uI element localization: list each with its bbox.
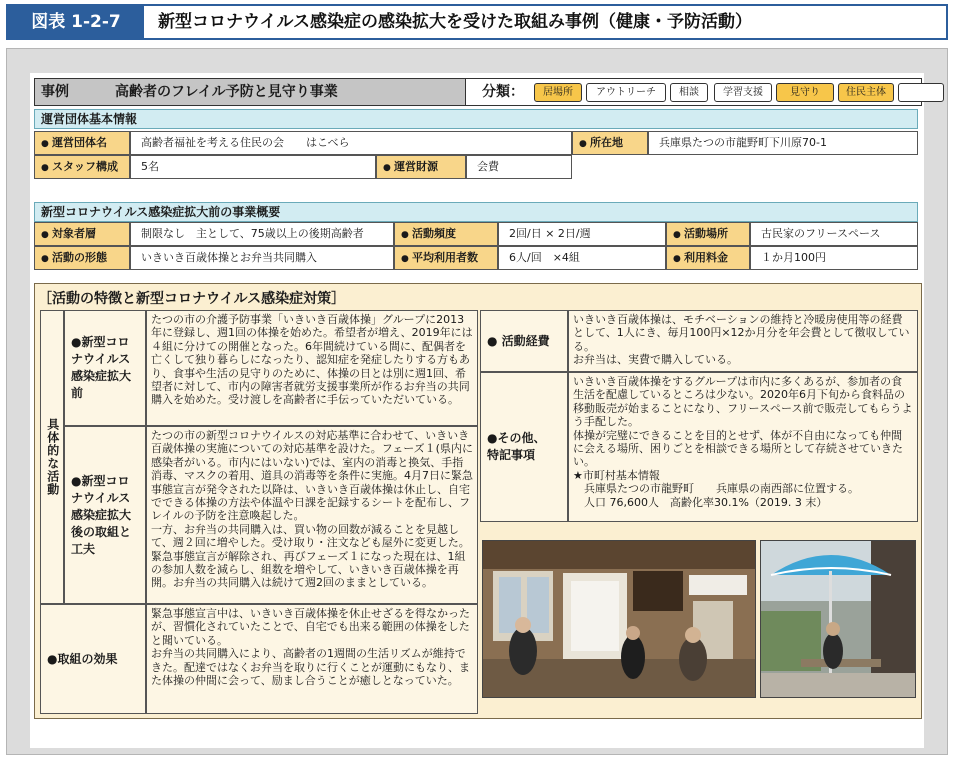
cost-text-body: いきいき百歳体操は、モチベーションの維持と冷暖房使用等の経費として、1人にき、毎月100円×12か月分を年会費として徴収している。 お弁当は、実費で購入している。 (573, 313, 910, 367)
fee-label: ● 利用料金 (666, 246, 750, 270)
category-box (466, 78, 922, 106)
target-value: 制限なし 主として、75歳以上の後期高齢者 (130, 222, 394, 246)
cost-label (480, 310, 568, 372)
activity-title: ［活動の特徴と新型コロナウイルス感染症対策］ (38, 291, 346, 307)
figure-label: 図表 1-2-7 (8, 6, 144, 38)
frequency-label: ● 活動頻度 (394, 222, 498, 246)
target-label: ● 対象者層 (34, 222, 130, 246)
other-label (480, 372, 568, 522)
before-label (64, 310, 146, 426)
cost-text (568, 310, 918, 372)
staff-value: 5名 (130, 155, 376, 179)
location-value: 兵庫県たつの市龍野町下川原70-1 (648, 131, 918, 155)
category-tag (898, 83, 944, 102)
category-label: 分類： (482, 84, 524, 100)
place-value: 古民家のフリースペース (750, 222, 918, 246)
case-name: 高齢者のフレイル予防と見守り事業 (115, 84, 338, 100)
org-section-title: 運営団体基本情報 (34, 109, 918, 129)
after-text-body: たつの市の新型コロナウイルスの対応基準に合わせて、いきいき百歳体操の実施についての対応基準を設けた。フェーズ１(県内に感染者がいる。市内にはいない)では、室内の消毒と換気、手指消毒、マスクの着用、道具の消毒等を条件に実施。4月7日に緊急事態宣言が発令された以降は、いきいき百歳体操は休止し、自宅でできる体操の方法や体温や日課を記録するシートを配布し、フレイルの予防を注意喚起した。 一方、お弁当の共同購入は、買い物の回数が減ることを見越して、週２回に増やした。受け取り・注文なども屋外に変更した。緊急事態宣言が解除され、再びフェーズ１になった現在は、1組の参加人数を減らし、組数を増やして、いきいき百歳体操を再開。お弁当の共同購入は続けて週2回のままとしている。 (151, 429, 473, 590)
avg-users-label: ● 平均利用者数 (394, 246, 498, 270)
outdoor-lunch-photo (760, 540, 916, 698)
category-tag: 居場所 (534, 83, 582, 102)
frequency-value: 2回/日 × 2日/週 (498, 222, 666, 246)
other-label-text: ●その他、 特記事項 (487, 431, 546, 462)
indoor-exercise-photo (482, 540, 756, 698)
staff-label: ● スタッフ構成 (34, 155, 130, 179)
other-text-body: いきいき百歳体操をするグループは市内に多くあるが、参加者の食生活を配慮しているところは少ない。2020年6月下旬から食料品の移動販売が始まることになり、フリースペース前で販売してもらうよう手配した。 体操が完璧にできることを目的とせず、体が不自由になっても仲間に会える場所、困りごとを相談できる場所として存続させていきたい。 ★市町村基本情報 兵庫県たつの市龍野町 兵庫県の南西部に位置する。 人口 76,600人 高齢化率30.1%（2019. 3 末） (573, 375, 913, 509)
other-text (568, 372, 918, 522)
after-label (64, 426, 146, 604)
location-label: ● 所在地 (572, 131, 648, 155)
case-label: 事例 (41, 84, 69, 100)
before-text-body: たつの市の介護予防事業「いきいき百歳体操」グループに2013年に登録し、週1回の体操を始めた。希望者が増え、2019年には４組に分けての開催となった。6年間続けている間に、配偶者を亡くして独り暮らしになったり、認知症を発症したりする方もあり、食事や生活の見守りのために、体操の日とは別に週1回、希望者に対して、市内の障害者就労支援事業所が作るお弁当の共同購入を始めた。受け渡しを高齢者に手伝っていただいている。 (151, 313, 473, 407)
after-text (146, 426, 478, 604)
org-name-label: ● 運営団体名 (34, 131, 130, 155)
figure-header (6, 4, 948, 40)
indoor-exercise-illustration (483, 541, 756, 698)
side-label: 具体的な活動 (40, 310, 64, 604)
fee-value: １か月100円 (750, 246, 918, 270)
form-label: ● 活動の形態 (34, 246, 130, 270)
effect-label-text: ●取組の効果 (47, 651, 118, 666)
before-text (146, 310, 478, 426)
form-value: いきいき百歳体操とお弁当共同購入 (130, 246, 394, 270)
cost-label-text: ● 活動経費 (487, 333, 550, 348)
case-row (34, 78, 922, 106)
effect-text (146, 604, 478, 714)
pre-section-title: 新型コロナウイルス感染症拡大前の事業概要 (34, 202, 918, 222)
before-label-text: ●新型コロナウイルス感染症拡大前 (71, 335, 132, 400)
funding-label: ● 運営財源 (376, 155, 466, 179)
after-label-text: ●新型コロナウイルス感染症拡大後の取組と工夫 (71, 473, 132, 556)
effect-text-body: 緊急事態宣言中は、いきいき百歳体操を休止せざるを得なかったが、習慣化されていたことで、自宅でも出来る範囲の体操をしたと聞いている。 お弁当の共同購入により、高齢者の1週間の生活リズムが維持できた。配達ではなくお弁当を取りに行くことが運動にもなり、また体操の仲間に会って、励まし合うことが癒しとなっていた。 (151, 607, 470, 688)
effect-label (40, 604, 146, 714)
place-label: ● 活動場所 (666, 222, 750, 246)
category-tag: 学習支援 (714, 83, 772, 102)
funding-value: 会費 (466, 155, 572, 179)
outdoor-lunch-illustration (761, 541, 916, 698)
category-tag: アウトリーチ (586, 83, 666, 102)
category-tag: 住民主体 (838, 83, 894, 102)
category-tag: 見守り (776, 83, 834, 102)
figure-title: 新型コロナウイルス感染症の感染拡大を受けた取組み事例（健康・予防活動） (158, 12, 752, 32)
avg-users-value: 6人/回 ×4組 (498, 246, 666, 270)
case-label-box (34, 78, 466, 106)
org-name-value: 高齢者福祉を考える住民の会 はこべら (130, 131, 572, 155)
category-tag: 相談 (670, 83, 708, 102)
